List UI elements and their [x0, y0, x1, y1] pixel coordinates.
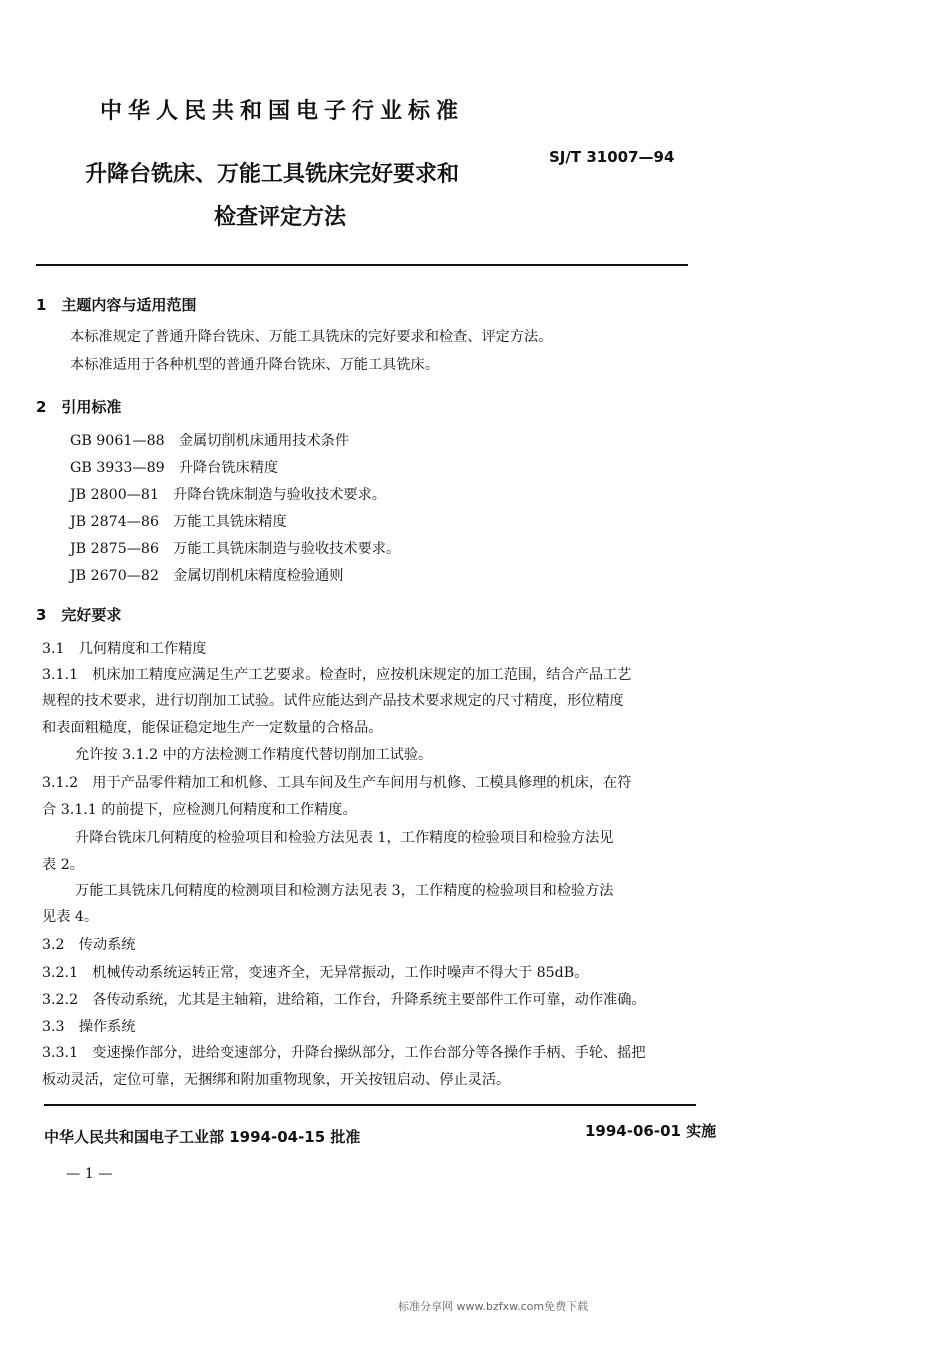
- reference-item: JB 2800—81 升降台铣床制造与验收技术要求。: [70, 487, 386, 503]
- clause-text: 3.1.2 用于产品零件精加工和机修、工具车间及生产车间用与机修、工模具修理的机床，在符: [42, 775, 632, 791]
- clause-text: 3.2.1 机械传动系统运转正常，变速齐全，无异常振动，工作时噪声不得大于 85dB。: [42, 965, 589, 981]
- clause-text: 和表面粗糙度，能保证稳定地生产一定数量的合格品。: [42, 720, 383, 736]
- section-2-heading: 2 引用标准: [36, 398, 122, 416]
- header-divider: [36, 264, 688, 266]
- document-title-line-2: 检查评定方法: [214, 205, 347, 230]
- clause-text: 升降台铣床几何精度的检验项目和检验方法见表 1，工作精度的检验项目和检验方法见: [75, 830, 614, 846]
- reference-item: JB 2670—82 金属切削机床精度检验通则: [70, 568, 344, 584]
- reference-item: GB 9061—88 金属切削机床通用技术条件: [70, 433, 350, 449]
- clause-text: 表 2。: [42, 857, 84, 873]
- subsection-heading: 3.2 传动系统: [42, 937, 136, 953]
- subsection-heading: 3.1 几何精度和工作精度: [42, 641, 207, 657]
- reference-item: JB 2874—86 万能工具铣床精度: [70, 514, 287, 530]
- clause-text: 3.2.2 各传动系统，尤其是主轴箱，进给箱，工作台，升降系统主要部件工作可靠，动作准确。: [42, 992, 646, 1008]
- section-1-paragraph: 本标准规定了普通升降台铣床、万能工具铣床的完好要求和检查、评定方法。: [70, 329, 553, 345]
- clause-text: 板动灵活，定位可靠，无捆绑和附加重物现象，开关按钮启动、停止灵活。: [42, 1072, 511, 1088]
- watermark: 标准分享网 www.bzfxw.com免费下载: [398, 1300, 589, 1313]
- clause-text: 万能工具铣床几何精度的检测项目和检测方法见表 3，工作精度的检验项目和检验方法: [75, 883, 614, 899]
- implementation-date: 1994-06-01 实施: [585, 1122, 717, 1140]
- clause-text: 允许按 3.1.2 中的方法检测工作精度代替切削加工试验。: [75, 747, 433, 763]
- section-1-paragraph: 本标准适用于各种机型的普通升降台铣床、万能工具铣床。: [70, 357, 439, 373]
- standard-code: SJ/T 31007—94: [549, 148, 675, 166]
- page-number: — 1 —: [66, 1166, 113, 1182]
- issuing-body: 中华人民共和国电子行业标准: [100, 99, 465, 124]
- subsection-heading: 3.3 操作系统: [42, 1019, 136, 1035]
- document-title-line-1: 升降台铣床、万能工具铣床完好要求和: [85, 162, 460, 187]
- clause-text: 规程的技术要求，进行切削加工试验。试件应能达到产品技术要求规定的尺寸精度，形位精度: [42, 693, 624, 709]
- approval-date: 中华人民共和国电子工业部 1994-04-15 批准: [44, 1128, 361, 1146]
- clause-text: 3.3.1 变速操作部分，进给变速部分，升降台操纵部分，工作台部分等各操作手柄、手轮、摇把: [42, 1045, 646, 1061]
- reference-item: JB 2875—86 万能工具铣床制造与验收技术要求。: [70, 541, 401, 557]
- clause-text: 3.1.1 机床加工精度应满足生产工艺要求。检查时，应按机床规定的加工范围，结合产品工艺: [42, 667, 632, 683]
- clause-text: 合 3.1.1 的前提下，应检测几何精度和工作精度。: [42, 802, 357, 818]
- reference-item: GB 3933—89 升降台铣床精度: [70, 460, 279, 476]
- clause-text: 见表 4。: [42, 909, 99, 925]
- section-3-heading: 3 完好要求: [36, 606, 122, 624]
- section-1-heading: 1 主题内容与适用范围: [36, 296, 197, 314]
- footer-divider: [44, 1104, 696, 1106]
